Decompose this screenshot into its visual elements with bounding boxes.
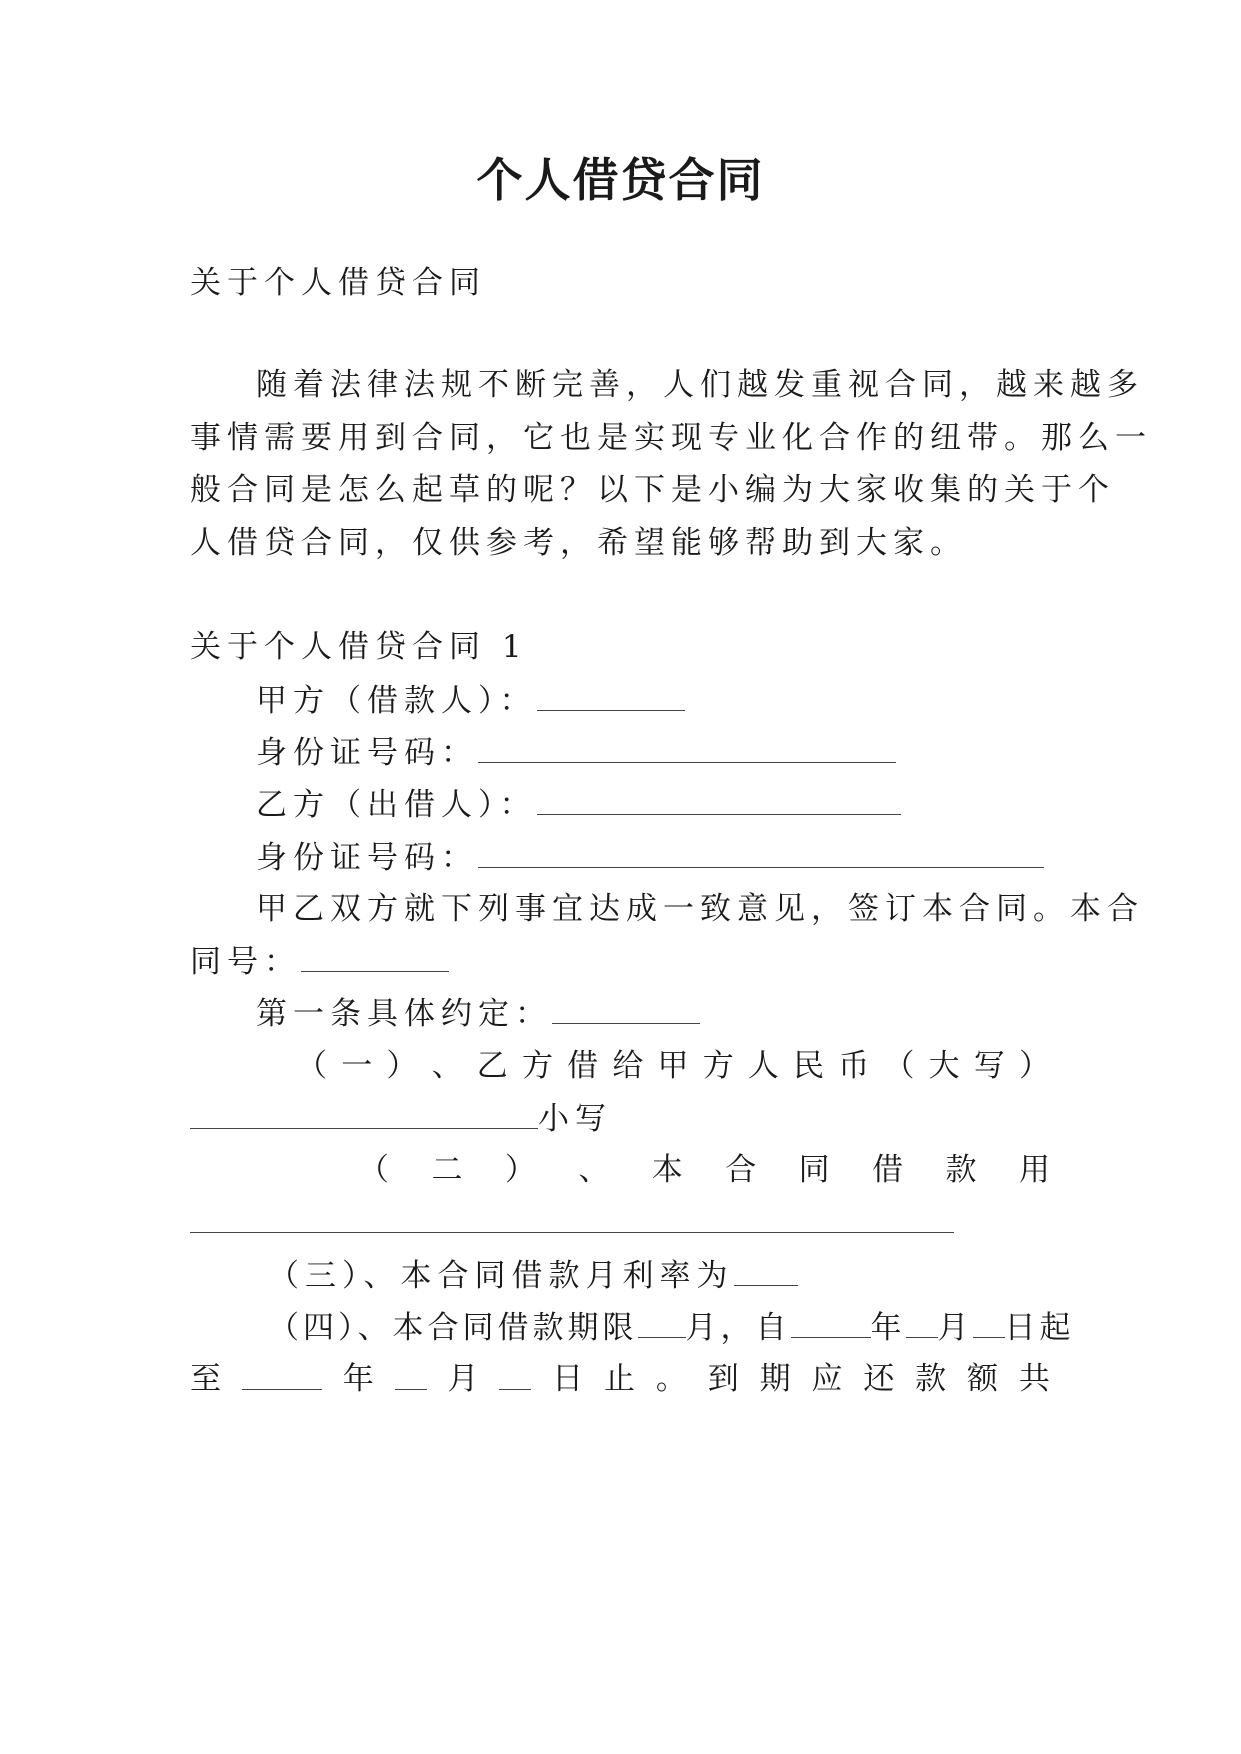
item-1-char: ） (386, 1048, 418, 1084)
item-2-char: 款 (945, 1152, 977, 1188)
item-2-char: 借 (872, 1152, 904, 1188)
agreement-line-2 (190, 941, 1050, 982)
article-1-blank[interactable] (552, 993, 700, 1024)
item-4-char: 止 (604, 1361, 636, 1397)
item-4-char: 共 (1018, 1361, 1050, 1397)
item-2-char: 本 (651, 1152, 683, 1188)
party-a-row (256, 680, 1050, 721)
item-4-prefix: （四）、本合同借款期限 (268, 1310, 638, 1346)
item-4-char: 日 (552, 1361, 584, 1397)
item-4-char: 到 (707, 1361, 739, 1397)
item-4-char: 月 (447, 1361, 479, 1397)
term-months-blank[interactable] (638, 1307, 686, 1338)
item-4-year: 年 (870, 1310, 906, 1346)
item-2-char: 、 (578, 1152, 610, 1188)
party-b-row (256, 784, 1050, 825)
article-1-label: 第一条具体约定： (256, 996, 552, 1032)
contract-number-label: 同号： (190, 944, 301, 980)
item-1-char: 民 (793, 1048, 825, 1084)
item-3-row (268, 1255, 1050, 1296)
item-1-char: 方 (521, 1048, 553, 1084)
start-day-blank[interactable] (973, 1307, 1005, 1338)
id-label-b: 身份证号码： (256, 840, 478, 876)
start-year-blank[interactable] (791, 1307, 871, 1338)
item-1-char: 、 (431, 1048, 463, 1084)
item-4-month: 月 (937, 1310, 973, 1346)
document-title: 个人借贷合同 (476, 153, 765, 207)
item-4-line-2 (190, 1359, 1050, 1399)
intro-line-3: 般合同是怎么起草的呢？以下是小编为大家收集的关于个 (190, 472, 1115, 508)
item-1-char: 写 (973, 1048, 1005, 1084)
item-2-char: 二 (431, 1152, 463, 1188)
item-1-char: （ (883, 1048, 915, 1084)
intro-line-2: 事情需要用到合同，它也是实现专业化合作的纽带。那么一 (190, 420, 1152, 456)
party-a-blank[interactable] (537, 680, 685, 711)
id-number-b-blank[interactable] (478, 837, 1044, 868)
item-4-char: 额 (967, 1361, 999, 1397)
item-1-line (296, 1046, 1050, 1086)
item-1-line-2 (190, 1098, 1050, 1139)
item-2-char: 合 (725, 1152, 757, 1188)
start-month-blank[interactable] (906, 1307, 938, 1338)
intro-line-1: 随着法律法规不断完善，人们越发重视合同，越来越多 (256, 367, 1144, 403)
item-4-char: 款 (915, 1361, 947, 1397)
item-1-char: 一 (341, 1048, 373, 1084)
agreement-line-1: 甲乙双方就下列事宜达成一致意见，签订本合同。本合 (256, 891, 1144, 927)
section-title: 关于个人借贷合同 1 (190, 629, 528, 665)
monthly-rate-blank[interactable] (734, 1255, 798, 1286)
id-row-b (256, 837, 1050, 878)
item-4-char: 应 (811, 1361, 843, 1397)
item-1-char: ） (1019, 1048, 1050, 1084)
item-4-char: 期 (759, 1361, 791, 1397)
item-4-row (268, 1307, 1075, 1348)
id-number-a-blank[interactable] (478, 732, 896, 763)
item-3-label: （三）、本合同借款月利率为 (268, 1258, 734, 1294)
item-4-day-start: 日起 (1004, 1310, 1075, 1346)
id-label-a: 身份证号码： (256, 735, 478, 771)
end-day-blank[interactable] (499, 1359, 531, 1390)
end-year-blank[interactable] (242, 1359, 322, 1390)
id-row-a (256, 732, 1050, 773)
item-1-char: 人 (747, 1048, 779, 1084)
item-1-char: 借 (567, 1048, 599, 1084)
item-2-char: 用 (1018, 1152, 1050, 1188)
amount-uppercase-blank[interactable] (190, 1098, 538, 1129)
item-1-char: 乙 (476, 1048, 508, 1084)
item-1-char: 大 (928, 1048, 960, 1084)
loan-purpose-blank[interactable] (190, 1232, 954, 1233)
item-1-char: 给 (612, 1048, 644, 1084)
item-2-char: （ (358, 1152, 389, 1188)
party-a-label: 甲方（借款人）： (256, 683, 537, 719)
contract-number-blank[interactable] (301, 941, 449, 972)
article-1-row (256, 993, 1050, 1034)
intro-line-4: 人借贷合同，仅供参考，希望能够帮助到大家。 (190, 525, 967, 561)
item-2-char: 同 (798, 1152, 830, 1188)
item-1-char: （ (296, 1048, 327, 1084)
item-4-month-unit: 月，自 (685, 1310, 791, 1346)
document-subtitle: 关于个人借贷合同 (190, 265, 486, 301)
item-2-char: ） (504, 1152, 536, 1188)
item-1-char: 币 (838, 1048, 870, 1084)
item-4-char: 年 (342, 1361, 374, 1397)
item-1-char: 方 (702, 1048, 734, 1084)
item-4-char: 。 (655, 1361, 687, 1397)
item-2-line (358, 1150, 1050, 1190)
end-month-blank[interactable] (395, 1359, 427, 1390)
item-1-char: 甲 (657, 1048, 689, 1084)
party-b-blank[interactable] (537, 784, 901, 815)
item-4-char: 至 (190, 1361, 221, 1397)
item-4-char: 还 (863, 1361, 895, 1397)
item-1-tail: 小写 (538, 1101, 612, 1137)
party-b-label: 乙方（出借人）： (256, 787, 537, 823)
